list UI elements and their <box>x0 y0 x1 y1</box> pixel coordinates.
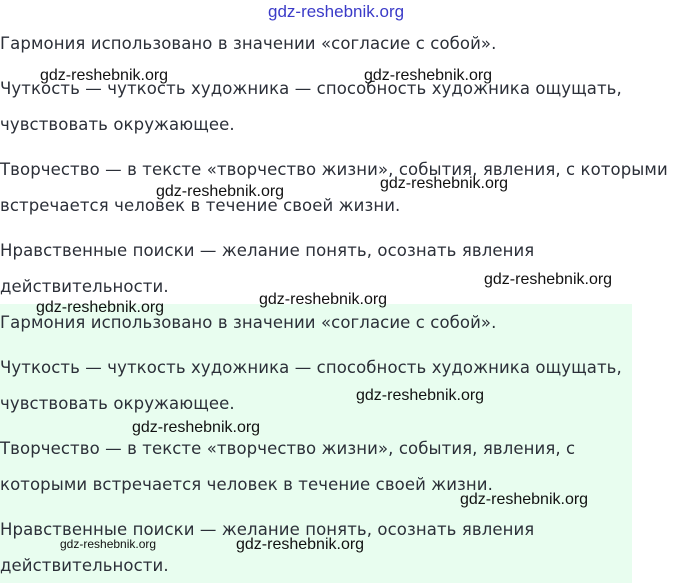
watermark-text: gdz-reshebnik.org <box>380 175 509 192</box>
answer-line: которыми встречается человек в течение своей жизни. <box>0 475 493 494</box>
header-watermark: gdz-reshebnik.org <box>268 2 405 21</box>
answer-line: действительности. <box>0 277 169 296</box>
answer-line: Гармония использовано в значении «согласие с собой». <box>0 313 497 332</box>
watermark-text: gdz-reshebnik.org <box>259 291 388 308</box>
watermark-text: gdz-reshebnik.org <box>356 387 485 404</box>
watermark-text: gdz-reshebnik.org <box>156 183 285 200</box>
watermark-text: gdz-reshebnik.org <box>364 67 493 84</box>
watermark-text: gdz-reshebnik.org <box>460 491 589 508</box>
answer-line: чувствовать окружающее. <box>0 115 235 134</box>
watermark-text: gdz-reshebnik.org <box>132 419 261 436</box>
answer-line: встречается человек в течение своей жизни. <box>0 196 401 215</box>
watermark-text: gdz-reshebnik.org <box>236 536 365 553</box>
answer-line: чувствовать окружающее. <box>0 394 235 413</box>
answer-line: действительности. <box>0 556 169 575</box>
answer-line: Творчество — в тексте «творчество жизни», события, явления, с которыми <box>0 160 668 179</box>
answer-line: Чуткость — чуткость художника — способность художника ощущать, <box>0 79 622 98</box>
watermark-text: gdz-reshebnik.org <box>36 299 165 316</box>
watermark-text: gdz-reshebnik.org <box>40 67 169 84</box>
answer-line: Гармония использовано в значении «согласие с собой». <box>0 34 497 53</box>
answer-line: Творчество — в тексте «творчество жизни», события, явления, с <box>0 439 576 458</box>
answer-line: Нравственные поиски — желание понять, осознать явления <box>0 241 535 260</box>
answer-line: Нравственные поиски — желание понять, осознать явления <box>0 520 535 539</box>
watermark-text: gdz-reshebnik.org <box>484 271 613 288</box>
answer-line: Чуткость — чуткость художника — способность художника ощущать, <box>0 358 622 377</box>
watermark-text: gdz-reshebnik.org <box>60 537 157 551</box>
